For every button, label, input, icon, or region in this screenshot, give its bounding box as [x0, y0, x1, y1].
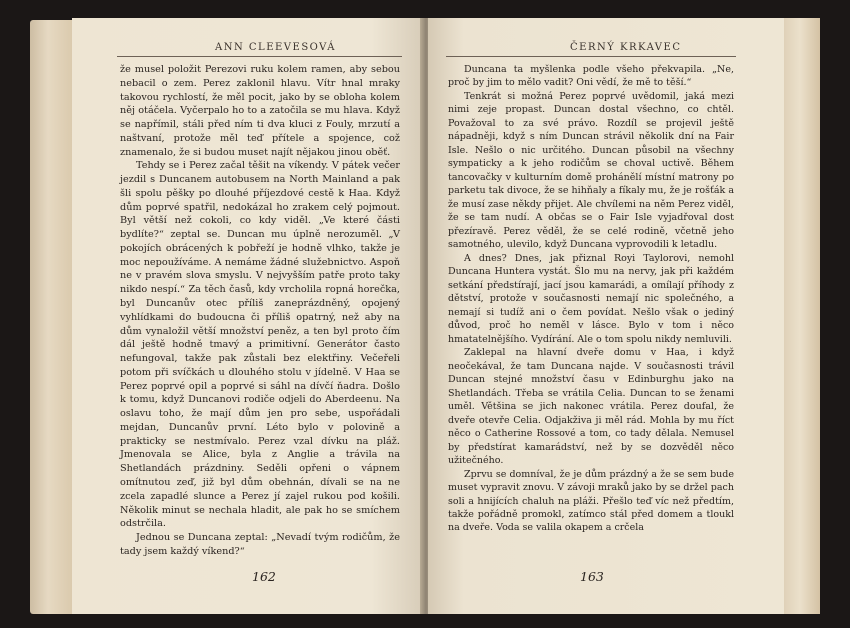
running-head-author: ANN CLEEVESOVÁ [215, 42, 336, 53]
header-rule [117, 56, 402, 57]
left-body-text [120, 63, 400, 559]
right-body-text [448, 63, 734, 535]
paragraph: Jednou se Duncana zeptal: „Nevadí tvým rodičům, že tady jsem každý víkend?“ [120, 532, 400, 557]
page-number: 163 [580, 569, 604, 584]
paragraph: Zprvu se domníval, že je dům prázdný a že se sem bude muset vypravit znovu. V závoji mraků jako by se držel pach soli a hnijících chaluh na pláži. Přešlo teď víc než předtím, takže pořádně promokl, zatímco stál před domem a tloukl na dveře. Voda se valila okapem a crčela [448, 468, 734, 534]
left-page [72, 18, 424, 614]
paragraph: Tehdy se i Perez začal těšit na víkendy. V pátek večer jezdil s Duncanem autobusem na North Mainland a pak šli spolu pěšky po dlouhé příjezdové cestě k Haa. Když dům poprvé spatřil, nedokázal ho zrakem celý pojmout. Byl větší než cokoli, co kdy viděl. „Ve které části bydlíte?“ zeptal se. Duncan mu úplně nerozuměl. „V pokojích obrácených k pobřeží je hodně vlhko, takže je moc nepoužíváme. A nemáme žádné služebnictvo. Aspoň ne v pravém slova smyslu. V nejvyšším patře proto taky nikdo nespí.“ Za těch časů, kdy vrcholila ropná horečka, byl Duncanův otec příliš zaneprázdněný, opojený vyhlídkami do budoucna či příliš opatrný, než aby na dům vynaložil větší množství peněz, a ten byl proto čím dál ještě hodně tmavý a primitivní. Generátor často nefungoval, takže pak zůstali bez elektřiny. Večeřeli potom při svíčkách u dlouhého stolu v jídelně. V Haa se Perez poprvé opil a poprvé si sáhl na dívčí ňadra. Došlo k tomu, když Duncanovi rodiče odjeli do Aberdeenu. Na oslavu toho, že mají dům jen pro sebe, uspořádali mejdan, Duncanův první. Léto bylo v polovině a prakticky se nestmívalo. Perez vzal dívku na pláž. Jmenovala se Alice, byla z Anglie a trávila na Shetlandách prázdniny. Seděli opřeni o vápnem omítnutou zeď, již byl dům obehnán, dívali se na ne zcela zapadlé slunce a Perez jí zajel rukou pod košili. Několik minut se nechala hladit, ale pak ho se smíchem odstrčila. [120, 160, 400, 530]
paragraph: že musel položit Perezovi ruku kolem ramen, aby sebou nebacil o zem. Perez zaklonil hlavu. Vítr hnal mraky takovou rychlostí, že měl pocit, jako by se obloha kolem něj otáčela. Vyčerpalo ho to a zatočila se mu hlava. Když se napřímil, stáli před ním ti dva kluci z Fouly, mrzutí a naštvaní, protože měl teď přítele a spojence, což znamenalo, že si budou muset najít nějakou jinou oběť. [120, 64, 400, 158]
header-rule [446, 56, 736, 57]
page-number: 162 [252, 569, 276, 584]
paragraph: Tenkrát si možná Perez poprvé uvědomil, jaká mezi nimi zeje propast. Duncan dostal všechno, co chtěl. Považoval to za své právo. Rozdíl se projevil ještě nápadněji, když s ním Duncan strávil několik dní na Fair Isle. Nešlo o nic určitého. Duncan působil na všechny sympaticky a k jeho rodičům se choval uctivě. Během tancovačky v kulturním domě prohánělí místní matrony po parketu tak divoce, že se hihňaly a fíkaly mu, že je rošťák a že musí zase někdy přijet. Ale chvílemi na něm Perez viděl, že se tam nudí. A občas se o Fair Isle vyjadřoval dost přezíravě. Perez věděl, že se celé rodině, včetně jeho samotného, ulevilo, když Duncana vyprovodili k letadlu. [448, 90, 734, 251]
paragraph: A dnes? Dnes, jak přiznal Royi Taylorovi, nemohl Duncana Huntera vystát. Šlo mu na nervy, jak při každém setkání předstírají, jací jsou kamarádi, a omílají příhody z dětství, protože v současnosti nemají nic společného, a nemají si tudíž ani o čem povídat. Nešlo však o jediný důvod, proč ho neměl v lásce. Bylo v tom i něco hmatatelnějšího. Vydírání. Ale o tom spolu nikdy nemluvili. [448, 252, 734, 345]
page-edges-left [30, 20, 75, 614]
paragraph: Duncana ta myšlenka podle všeho překvapila. „Ne, proč by jim to mělo vadit? Oni vědí, že mě to těší.“ [448, 64, 734, 89]
right-page [428, 18, 784, 614]
paragraph: Zaklepal na hlavní dveře domu v Haa, i když neočekával, že tam Duncana najde. V současnosti trávil Duncan stejné množství času v Edinburghu jako na Shetlandách. Třeba se vrátila Celia. Duncan to se ženami uměl. Většina se jich nakonec vrátila. Perez doufal, že dveře otevře Celia. Odjakživa ji měl rád. Mohla by mu říct něco o Catherine Rossové a tom, co tady dělala. Nemusel by předstírat kamarádství, než by se dozvěděl něco užitečného. [448, 347, 734, 467]
page-edges-right [780, 18, 820, 614]
running-head-title: ČERNÝ KRKAVEC [570, 42, 682, 53]
